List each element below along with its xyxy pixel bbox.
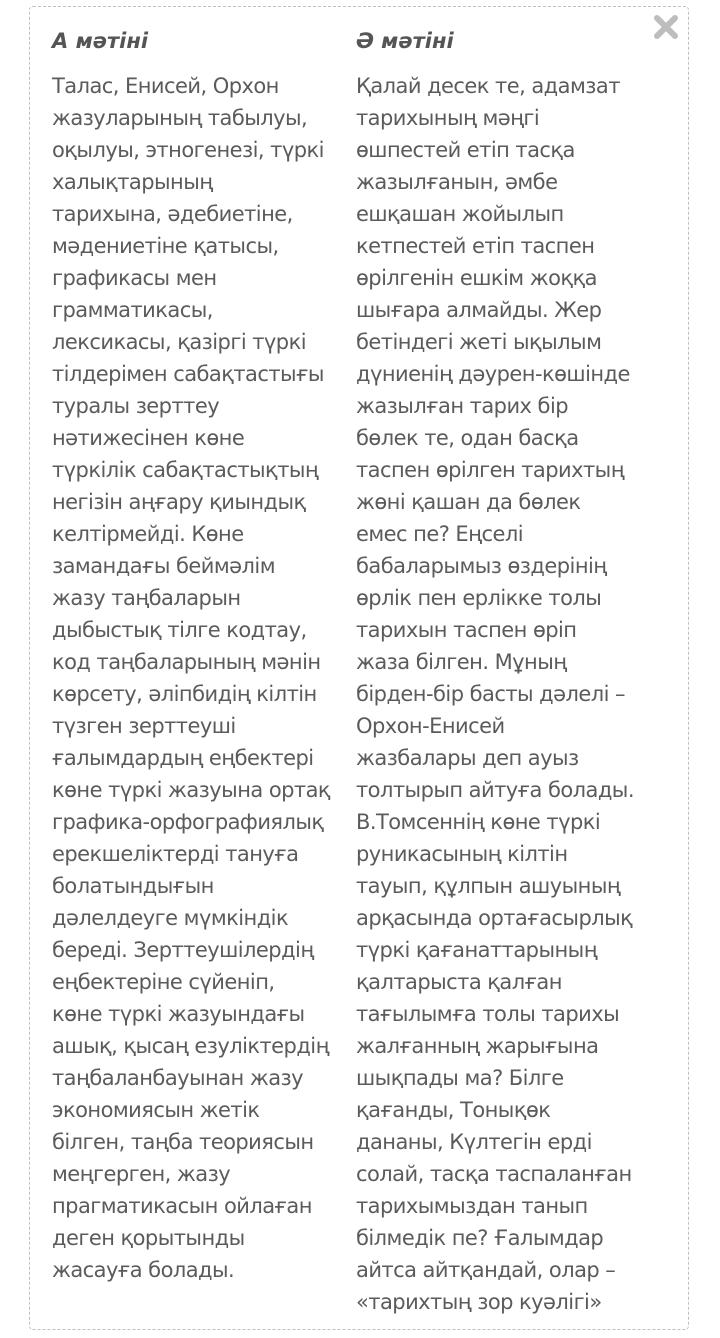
- text-line: деген қорытынды: [52, 1226, 245, 1250]
- text-b-body: [356, 70, 654, 1318]
- text-line: арқасында ортағасырлық: [356, 906, 633, 930]
- text-line: түзген зерттеуші: [52, 714, 236, 738]
- text-line: «тарихтың зор куәлігі»: [356, 1290, 602, 1314]
- text-line: қағанды, Тонықөк: [356, 1098, 551, 1122]
- text-line: замандағы беймәлім: [52, 554, 275, 578]
- text-line: жасауға болады.: [52, 1258, 235, 1282]
- text-line: код таңбаларының мәнін: [52, 650, 321, 674]
- text-line: түркі қағанаттарының: [356, 938, 598, 962]
- text-line: негізін аңғару қиындық: [52, 490, 306, 514]
- text-line: білген, таңба теориясын: [52, 1130, 314, 1154]
- text-line: таңбаланбауынан жазу: [52, 1066, 304, 1090]
- text-line: тауып, құлпын ашуының: [356, 874, 621, 898]
- text-line: білмедік пе? Ғалымдар: [356, 1226, 604, 1250]
- text-line: келтірмейді. Көне: [52, 522, 244, 546]
- text-line: лексикасы, қазіргі түркі: [52, 330, 306, 354]
- text-line: таспен өрілген тарихтың: [356, 458, 625, 482]
- text-line: еңбектеріне сүйеніп,: [52, 970, 275, 994]
- text-line: көрсету, әліпбидің кілтін: [52, 682, 317, 706]
- text-line: солай, тасқа таспаланған: [356, 1162, 632, 1186]
- text-a-body: [52, 70, 344, 1286]
- close-icon[interactable]: [651, 12, 681, 42]
- text-line: жаза білген. Мұның: [356, 650, 567, 674]
- text-line: В.Томсеннің көне түркі: [356, 810, 601, 834]
- text-line: Орхон-Енисей: [356, 714, 505, 738]
- text-b-title: Ә мәтіні: [356, 29, 454, 53]
- text-line: жазбалары деп ауыз: [356, 746, 579, 770]
- text-line: жазу таңбаларын: [52, 586, 241, 610]
- text-line: тағылымға толы тарихы: [356, 1002, 620, 1026]
- text-line: графикасы мен: [52, 266, 217, 290]
- text-line: шығара алмайды. Жер: [356, 298, 602, 322]
- text-line: руникасының кілтін: [356, 842, 568, 866]
- text-line: графика-орфографиялық: [52, 810, 324, 834]
- text-b-column: [356, 27, 654, 1318]
- text-a-column: [52, 27, 344, 1286]
- text-line: тарихымыздан танып: [356, 1194, 588, 1218]
- text-line: прагматикасын ойлаған: [52, 1194, 312, 1218]
- text-line: қалтарыста қалған: [356, 970, 562, 994]
- text-line: жазылған тарих бір: [356, 394, 569, 418]
- text-line: шықпады ма? Білге: [356, 1066, 564, 1090]
- text-line: толтырып айтуға болады.: [356, 778, 634, 802]
- text-line: дыбыстық тілге кодтау,: [52, 618, 307, 642]
- text-line: ғалымдардың еңбектері: [52, 746, 314, 770]
- text-line: бетіндегі жеті ықылым: [356, 330, 602, 354]
- text-line: халықтарының: [52, 170, 213, 194]
- text-line: тарихын таспен өріп: [356, 618, 577, 642]
- text-line: мәдениетіне қатысы,: [52, 234, 279, 258]
- text-line: айтса айтқандай, олар –: [356, 1258, 616, 1282]
- text-line: жазуларының табылуы,: [52, 106, 308, 130]
- text-line: грамматикасы,: [52, 298, 213, 322]
- text-line: бөлек те, одан басқа: [356, 426, 579, 450]
- text-line: бабаларымыз өздерінің: [356, 554, 607, 578]
- text-line: жөні қашан да бөлек: [356, 490, 581, 514]
- text-line: меңгерген, жазу: [52, 1162, 231, 1186]
- text-line: жалғанның жарығына: [356, 1034, 599, 1058]
- text-line: тарихына, әдебиетіне,: [52, 202, 293, 226]
- text-line: өрлік пен ерлікке толы: [356, 586, 602, 610]
- text-line: емес пе? Еңселі: [356, 522, 523, 546]
- text-line: бірден-бір басты дәлелі –: [356, 682, 625, 706]
- text-line: Қалай десек те, адамзат: [356, 74, 620, 98]
- text-line: өшпестей етіп тасқа: [356, 138, 575, 162]
- text-line: дәлелдеуге мүмкіндік: [52, 906, 289, 930]
- text-line: ешқашан жойылып: [356, 202, 564, 226]
- text-line: көне түркі жазуына ортақ: [52, 778, 331, 802]
- text-line: кетпестей етіп таспен: [356, 234, 595, 258]
- text-line: тілдерімен сабақтастығы: [52, 362, 324, 386]
- text-line: көне түркі жазуындағы: [52, 1002, 305, 1026]
- text-line: экономиясын жетік: [52, 1098, 260, 1122]
- text-line: туралы зерттеу: [52, 394, 220, 418]
- text-line: ашық, қысаң езуліктердің: [52, 1034, 329, 1058]
- text-a-title: А мәтіні: [52, 29, 149, 53]
- text-line: жазылғанын, әмбе: [356, 170, 558, 194]
- text-line: Талас, Енисей, Орхон: [52, 74, 279, 98]
- text-line: ерекшеліктерді тануға: [52, 842, 299, 866]
- text-line: түркілік сабақтастықтың: [52, 458, 319, 482]
- text-line: оқылуы, этногенезі, түркі: [52, 138, 324, 162]
- text-line: тарихының мәңгі: [356, 106, 540, 130]
- text-line: өрілгенін ешкім жоққа: [356, 266, 597, 290]
- text-line: дананы, Күлтегін ерді: [356, 1130, 592, 1154]
- text-line: болатындығын: [52, 874, 214, 898]
- text-line: дүниенің дәурен-көшінде: [356, 362, 630, 386]
- text-line: нәтижесінен көне: [52, 426, 245, 450]
- text-line: береді. Зерттеушілердің: [52, 938, 314, 962]
- texts-card: [29, 6, 689, 1330]
